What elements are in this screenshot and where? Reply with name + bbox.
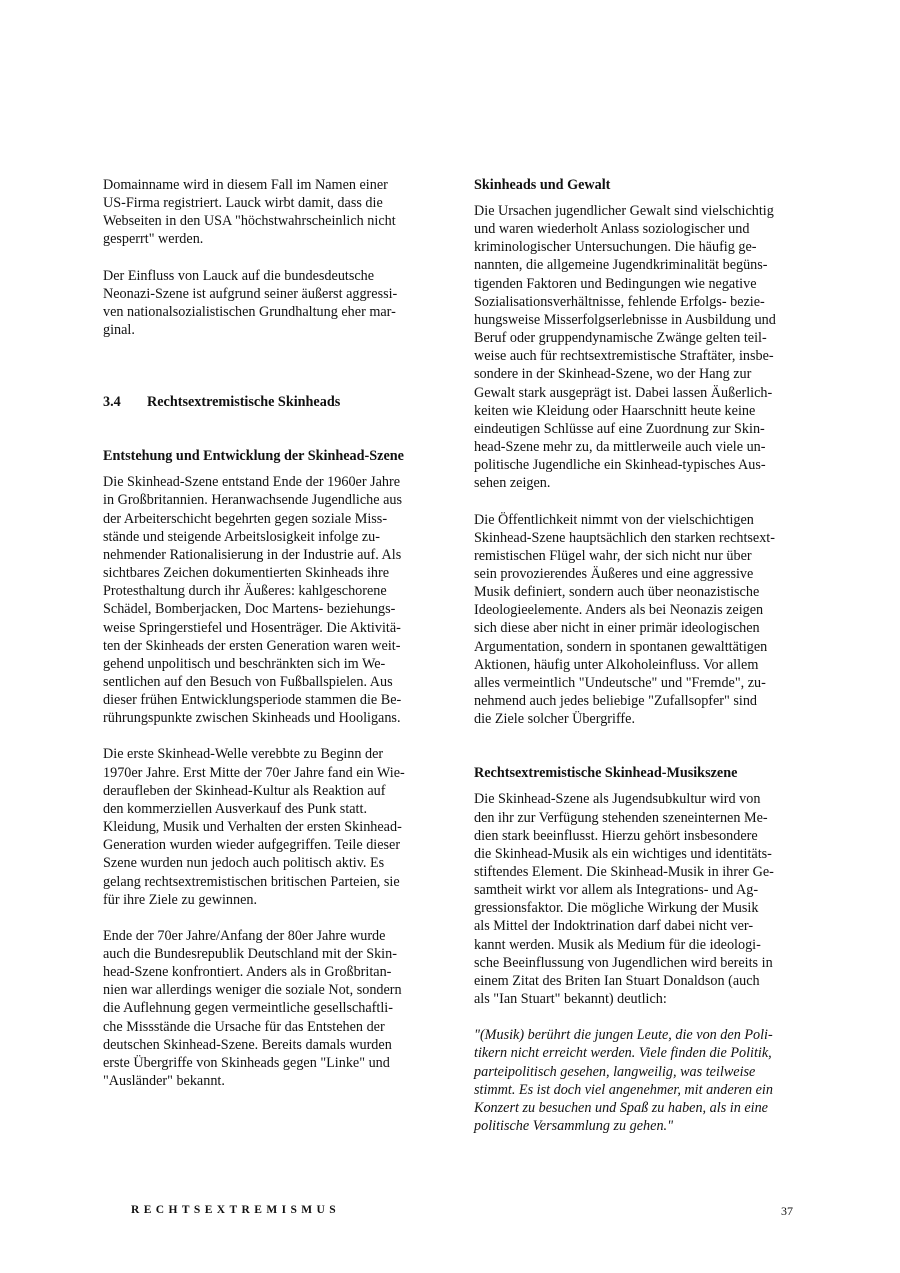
text-line: "(Musik) berührt die jungen Leute, die von den Poli- [474, 1027, 773, 1044]
text-line: sentlichen auf den Besuch von Fußballspielen. Aus [103, 673, 393, 690]
paragraph-domainname [103, 176, 433, 249]
text-line: samtheit wirkt vor allem als Integrations- und Ag- [474, 882, 759, 899]
text-line: sche Beeinflussung von Jugendlichen wird bereits in [474, 954, 773, 971]
text-line: für ihre Ziele zu gewinnen. [103, 891, 258, 908]
text-line: Sozialisationsverhältnisse, fehlende Erfolgs- bezie- [474, 293, 765, 310]
text-line: gesperrt" werden. [103, 231, 204, 248]
text-line: "Ausländer" bekannt. [103, 1073, 225, 1090]
footer-title: RECHTSEXTREMISMUS [131, 1204, 340, 1216]
text-line: weise Springerstiefel und Hosenträger. Die Aktivitä- [103, 619, 401, 636]
text-line: nehmend auch jedes beliebige "Zufallsopfer" sind [474, 693, 758, 710]
text-line: US-Firma registriert. Lauck wirbt damit, dass die [103, 195, 383, 212]
text-line: Beruf oder gruppendynamische Zwänge gelten teil- [474, 330, 767, 347]
paragraph-erste-welle [103, 745, 433, 908]
text-line: gehend unpolitisch und beschränkten sich im We- [103, 655, 386, 672]
text-line: dien stark beeinflusst. Hierzu gehört insbesondere [474, 827, 758, 844]
text-line: politische Jugendliche ein Skinhead-typisches Aus- [474, 457, 766, 474]
text-line: und waren wiederholt Anlass soziologischer und [474, 221, 750, 238]
text-line: erste Übergriffe von Skinheads gegen "Linke" und [103, 1054, 390, 1071]
text-line: Kleidung, Musik und Verhalten der ersten Skinhead- [103, 819, 402, 836]
text-line: Die Ursachen jugendlicher Gewalt sind vielschichtig [474, 203, 774, 219]
text-line: Musik definiert, sondern auch über neonazistische [474, 584, 760, 601]
subheading-musikszene: Rechtsextremistische Skinhead-Musikszene [474, 765, 738, 782]
quote-ian-stuart [474, 1026, 804, 1135]
text-line: stimmt. Es ist doch viel angenehmer, mit anderen ein [474, 1081, 773, 1098]
text-line: gelang rechtsextremistischen britischen Parteien, sie [103, 873, 400, 890]
paragraph-oeffentlichkeit [474, 511, 804, 729]
section-heading [103, 393, 433, 411]
text-line: Argumentation, sondern in spontanen gewalttätigen [474, 638, 768, 655]
text-line: politische Versammlung zu gehen." [474, 1118, 674, 1135]
page-number: 37 [781, 1204, 793, 1218]
text-line: ven nationalsozialistischen Grundhaltung eher mar- [103, 303, 396, 320]
text-line: Protesthaltung durch ihr Äußeres: kahlgeschorene [103, 583, 387, 600]
text-line: stände und steigende Arbeitslosigkeit infolge zu- [103, 528, 380, 545]
text-line: hungsweise Misserfolgserlebnisse in Ausbildung und [474, 311, 776, 328]
text-line: sichtbares Zeichen dokumentierten Skinheads ihre [103, 565, 390, 582]
text-line: stiftendes Element. Die Skinhead-Musik in ihrer Ge- [474, 864, 774, 880]
left-column [103, 176, 433, 1090]
paragraph-lauck-einfluss [103, 267, 433, 340]
text-line: nien war allerdings weniger die soziale Not, sondern [103, 982, 402, 999]
text-line: Ende der 70er Jahre/Anfang der 80er Jahre wurde [103, 927, 386, 944]
text-line: nannten, die allgemeine Jugendkriminalität begüns- [474, 257, 768, 274]
text-line: deraufleben der Skinhead-Kultur als Reaktion auf [103, 782, 386, 799]
text-line: einem Zitat des Briten Ian Stuart Donaldson (auch [474, 972, 760, 989]
text-line: sehen zeigen. [474, 475, 551, 492]
text-line: Szene wurden nun jedoch auch politisch aktiv. Es [103, 855, 385, 872]
section-number: 3.4 [103, 394, 121, 411]
text-line: Der Einfluss von Lauck auf die bundesdeutsche [103, 267, 375, 284]
section-title: Rechtsextremistische Skinheads [147, 394, 341, 411]
text-line: dieser frühen Entwicklungsperiode stammen die Be- [103, 692, 402, 709]
text-line: rührungspunkte zwischen Skinheads und Hooligans. [103, 710, 401, 727]
text-line: deutschen Skinhead-Szene. Bereits damals wurden [103, 1036, 392, 1053]
text-line: den kommerziellen Ausverkauf des Punk statt. [103, 800, 367, 817]
subheading-entstehung: Entstehung und Entwicklung der Skinhead-Szene [103, 448, 404, 465]
text-line: Domainname wird in diesem Fall im Namen einer [103, 177, 388, 193]
text-line: sich diese aber nicht in einer primär ideologischen [474, 620, 760, 637]
text-line: weise auch für rechtsextremistische Straftäter, insbe- [474, 348, 774, 365]
text-line: Konzert zu besuchen und Spaß zu haben, als in eine [474, 1099, 768, 1116]
text-line: Die erste Skinhead-Welle verebbte zu Beginn der [103, 746, 384, 763]
text-line: kannt werden. Musik als Medium für die ideologi- [474, 936, 761, 953]
text-line: Die Skinhead-Szene als Jugendsubkultur wird von [474, 791, 761, 808]
text-line: alles vermeintlich "Undeutsche" und "Fremde", zu- [474, 674, 766, 691]
text-line: tigenden Faktoren und Bedingungen wie negative [474, 275, 757, 292]
text-line: gressionsfaktor. Die mögliche Wirkung der Musik [474, 900, 759, 917]
text-line: 1970er Jahre. Erst Mitte der 70er Jahre fand ein Wie- [103, 764, 405, 781]
text-line: Die Skinhead-Szene entstand Ende der 1960er Jahre [103, 474, 401, 491]
text-line: kriminologischer Untersuchungen. Die häufig ge- [474, 239, 757, 256]
right-column [474, 176, 804, 1135]
text-line: Neonazi-Szene ist aufgrund seiner äußerst aggressi- [103, 285, 398, 302]
text-line: Ideologieelemente. Anders als bei Neonazis zeigen [474, 602, 764, 619]
text-line: Skinhead-Szene hauptsächlich den starken rechtsext- [474, 529, 775, 546]
subheading-gewalt: Skinheads und Gewalt [474, 177, 611, 193]
text-line: als Mittel der Indoktrination darf dabei nicht ver- [474, 918, 754, 935]
text-line: Aktionen, häufig unter Alkoholeinfluss. Vor allem [474, 656, 759, 673]
text-line: in Großbritannien. Heranwachsende Jugendliche aus [103, 492, 403, 509]
text-line: sein provozierendes Äußeres und eine aggressive [474, 565, 754, 582]
text-line: auch die Bundesrepublik Deutschland mit der Skin- [103, 946, 397, 962]
text-line: head-Szene mehr zu, da mittlerweile auch viele un- [474, 439, 766, 456]
paragraph-bundesrepublik [103, 927, 433, 1090]
paragraph-entstehung [103, 473, 433, 727]
text-line: die Skinhead-Musik als ein wichtiges und identitäts- [474, 845, 772, 862]
text-line: keiten wie Kleidung oder Haarschnitt heute keine [474, 402, 756, 419]
text-line: als "Ian Stuart" bekannt) deutlich: [474, 991, 667, 1008]
text-line: der Arbeiterschicht begehrten gegen soziale Miss- [103, 510, 388, 527]
text-line: die Auflehnung gegen vermeintliche gesellschaftli- [103, 1000, 393, 1017]
text-line: ginal. [103, 322, 135, 339]
text-line: remistischen Flügel wahr, der sich nicht nur über [474, 547, 752, 564]
text-line: che Missstände die Ursache für das Entstehen der [103, 1018, 385, 1035]
text-line: Schädel, Bomberjacken, Doc Martens- beziehungs- [103, 601, 396, 618]
text-line: Generation wurden wieder aufgegriffen. Teile dieser [103, 837, 401, 854]
text-line: nehmender Rationalisierung in der Industrie auf. Als [103, 546, 402, 563]
text-line: head-Szene konfrontiert. Anders als in Großbritan- [103, 964, 392, 981]
paragraph-ursachen-gewalt [474, 202, 804, 493]
text-line: parteipolitisch gesehen, langweilig, was teilweise [474, 1063, 756, 1080]
text-line: den ihr zur Verfügung stehenden szeneinternen Me- [474, 809, 768, 826]
text-line: Gewalt stark ausgeprägt ist. Dabei lassen Äußerlich- [474, 384, 773, 401]
text-line: Die Öffentlichkeit nimmt von der vielschichtigen [474, 511, 754, 528]
text-line: sondere in der Skinhead-Szene, wo der Hang zur [474, 366, 752, 383]
text-line: Webseiten in den USA "höchstwahrscheinlich nicht [103, 213, 396, 230]
text-line: eindeutigen Schlüsse auf eine Zuordnung zur Skin- [474, 420, 765, 437]
text-line: die Ziele solcher Übergriffe. [474, 711, 635, 728]
paragraph-musikszene [474, 790, 804, 1008]
text-line: ten der Skinheads der ersten Generation waren weit- [103, 637, 401, 654]
text-line: tikern nicht erreicht werden. Viele finden die Politik, [474, 1045, 772, 1062]
